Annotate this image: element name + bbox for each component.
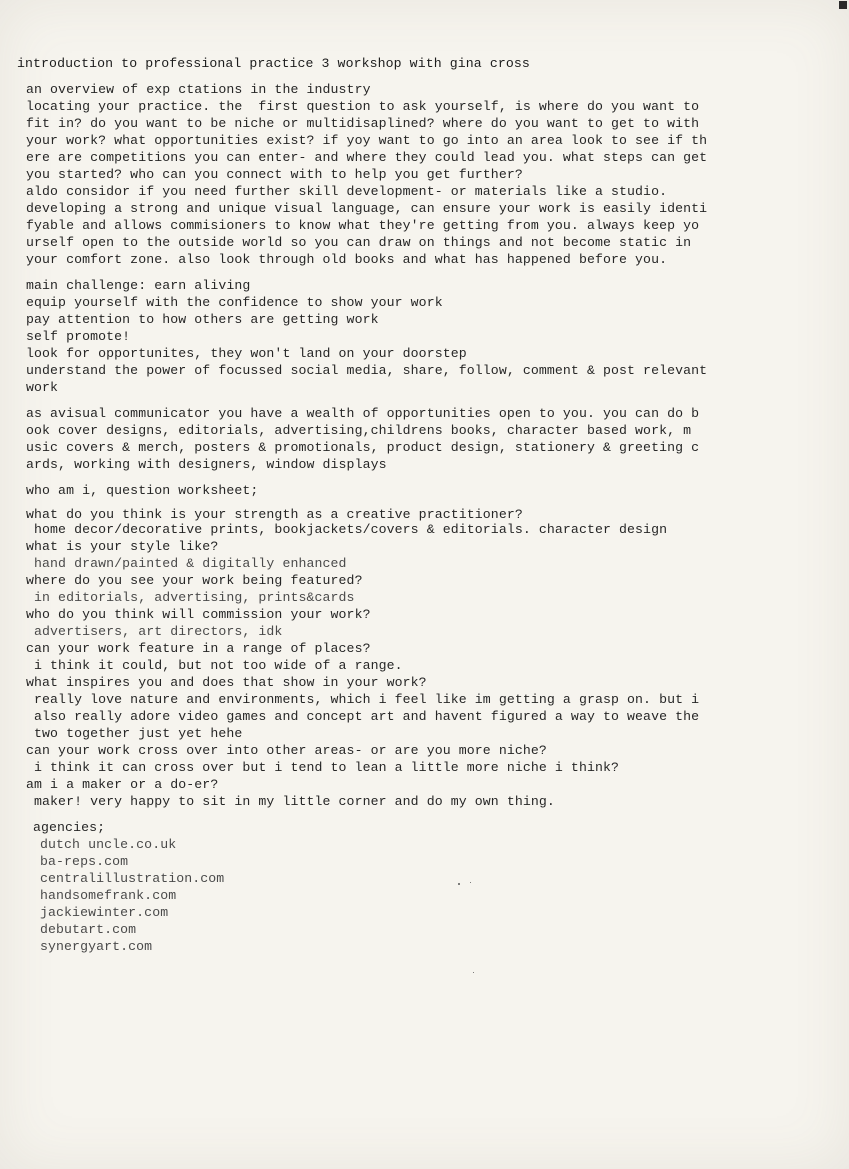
opportunity-line: as avisual communicator you have a wealth of opportunities open to you. you can do b (26, 406, 700, 421)
worksheet-answer: in editorials, advertising, prints&cards (26, 590, 355, 605)
agency-item: centralillustration.com (40, 871, 225, 886)
agency-item: jackiewinter.com (40, 905, 169, 920)
agency-item: handsomefrank.com (40, 888, 177, 903)
worksheet-answer: also really adore video games and concept art and havent figured a way to weave the (26, 709, 700, 724)
worksheet-answer: i think it could, but not too wide of a range. (26, 658, 403, 673)
worksheet-heading: who am i, question worksheet; (26, 483, 259, 498)
agency-item: debutart.com (40, 922, 137, 937)
worksheet-question: can your work cross over into other areas- or are you more niche? (26, 743, 547, 758)
overview-line: your comfort zone. also look through old books and what has happened before you. (26, 252, 668, 267)
worksheet-question: what inspires you and does that show in your work? (26, 675, 427, 690)
agency-item: dutch uncle.co.uk (40, 837, 177, 852)
worksheet-answer: two together just yet hehe (26, 726, 243, 741)
challenge-line: pay attention to how others are getting work (26, 312, 379, 327)
worksheet-answer: hand drawn/painted & digitally enhanced (26, 556, 347, 571)
worksheet-question: where do you see your work being featured? (26, 573, 363, 588)
challenge-line: equip yourself with the confidence to show your work (26, 295, 443, 310)
overview-line: fit in? do you want to be niche or multidisaplined? where do you want to get to with (26, 116, 700, 131)
overview-line: you started? who can you connect with to help you get further? (26, 167, 523, 182)
page-title: introduction to professional practice 3 workshop with gina cross (17, 56, 530, 71)
worksheet-question: what do you think is your strength as a creative practitioner? (26, 507, 523, 522)
worksheet-answer: i think it can cross over but i tend to lean a little more niche i think? (26, 760, 620, 775)
overview-line: locating your practice. the first question to ask yourself, is where do you want to (26, 99, 700, 114)
worksheet-answer: maker! very happy to sit in my little corner and do my own thing. (26, 794, 555, 809)
worksheet-answer: advertisers, art directors, idk (26, 624, 283, 639)
ink-speck (473, 972, 474, 973)
ink-speck (458, 883, 460, 885)
challenge-line: work (26, 380, 59, 395)
challenge-line: understand the power of focussed social media, share, follow, comment & post relevant (26, 363, 708, 378)
worksheet-answer: really love nature and environments, which i feel like im getting a grasp on. but i (26, 692, 700, 707)
worksheet-question: what is your style like? (26, 539, 219, 554)
overview-line: developing a strong and unique visual language, can ensure your work is easily identi (26, 201, 708, 216)
overview-line: urself open to the outside world so you can draw on things and not become static in (26, 235, 692, 250)
agency-item: ba-reps.com (40, 854, 129, 869)
challenge-line: self promote! (26, 329, 131, 344)
overview-line: an overview of exp ctations in the industry (26, 82, 371, 97)
overview-line: fyable and allows commisioners to know what they're getting from you. always keep yo (26, 218, 700, 233)
overview-line: your work? what opportunities exist? if yoy want to go into an area look to see if th (26, 133, 708, 148)
worksheet-question: who do you think will commission your work? (26, 607, 371, 622)
overview-line: aldo considor if you need further skill development- or materials like a studio. (26, 184, 668, 199)
challenge-line: look for opportunites, they won't land on your doorstep (26, 346, 467, 361)
corner-mark (839, 1, 847, 9)
worksheet-question: can your work feature in a range of places? (26, 641, 371, 656)
worksheet-question: am i a maker or a do-er? (26, 777, 219, 792)
challenge-line: main challenge: earn aliving (26, 278, 251, 293)
agency-item: synergyart.com (40, 939, 153, 954)
agencies-heading: agencies; (33, 820, 106, 835)
opportunity-line: ards, working with designers, window displays (26, 457, 387, 472)
ink-speck (470, 882, 471, 883)
opportunity-line: usic covers & merch, posters & promotionals, product design, stationery & greeting c (26, 440, 700, 455)
worksheet-answer: home decor/decorative prints, bookjackets/covers & editorials. character design (26, 522, 668, 537)
overview-line: ere are competitions you can enter- and where they could lead you. what steps can get (26, 150, 708, 165)
opportunity-line: ook cover designs, editorials, advertising,childrens books, character based work, m (26, 423, 692, 438)
